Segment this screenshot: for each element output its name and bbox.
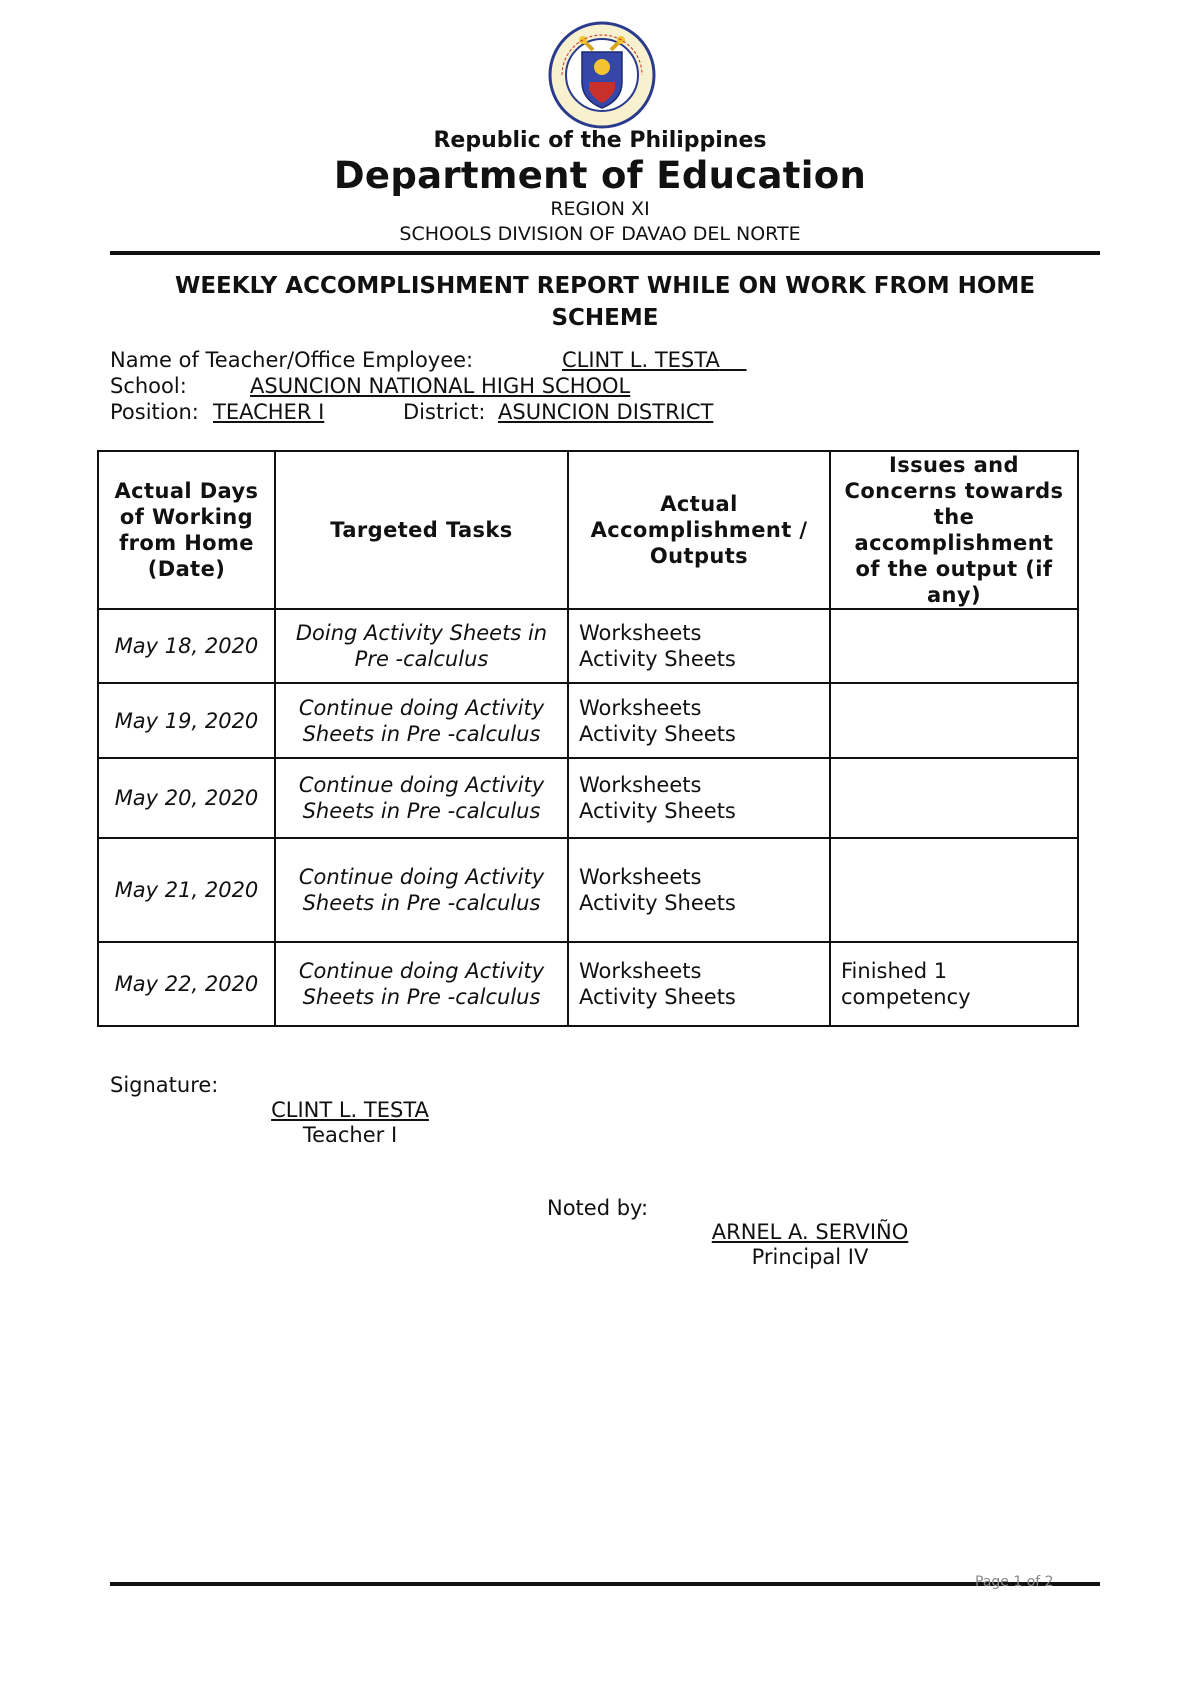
- header-task: Targeted Tasks: [275, 451, 568, 609]
- signatory-title: Teacher I: [302, 1123, 398, 1147]
- district-value: ASUNCION DISTRICT: [498, 400, 714, 424]
- row-output: Worksheets Activity Sheets: [568, 609, 830, 683]
- table-row: [98, 838, 1078, 942]
- row-output: Worksheets Activity Sheets: [568, 683, 830, 758]
- name-value: CLINT L. TESTA: [562, 348, 720, 372]
- row-output: Worksheets Activity Sheets: [568, 838, 830, 942]
- row-issue: [830, 838, 1078, 942]
- district-label: District:: [403, 400, 486, 424]
- signature-label: Signature:: [110, 1073, 219, 1097]
- header-date: Actual Days of Working from Home (Date): [98, 451, 275, 609]
- department-heading: Department of Education: [333, 154, 867, 197]
- table-row: [98, 942, 1078, 1026]
- table-row: [98, 683, 1078, 758]
- row-issue: Finished 1 competency: [830, 942, 1078, 1026]
- region-heading: REGION XI: [550, 198, 650, 220]
- row-issue: [830, 758, 1078, 838]
- row-task: Continue doing Activity Sheets in Pre -calculus: [275, 942, 568, 1026]
- table-row: [98, 758, 1078, 838]
- accomplishment-table: [97, 450, 1079, 1027]
- table-header-row: [98, 451, 1078, 609]
- report-title: [110, 270, 1100, 334]
- row-date: May 21, 2020: [98, 838, 275, 942]
- noted-by-label: Noted by:: [547, 1196, 649, 1220]
- school-value: ASUNCION NATIONAL HIGH SCHOOL: [250, 374, 631, 398]
- row-issue: [830, 683, 1078, 758]
- table-row: [98, 609, 1078, 683]
- row-date: May 22, 2020: [98, 942, 275, 1026]
- republic-heading: Republic of the Philippines: [433, 128, 767, 153]
- school-label: School:: [110, 374, 187, 398]
- row-task: Continue doing Activity Sheets in Pre -calculus: [275, 838, 568, 942]
- position-label: Position:: [110, 400, 199, 424]
- page-number: Page 1 of 2: [975, 1574, 1054, 1590]
- row-date: May 19, 2020: [98, 683, 275, 758]
- row-task: Doing Activity Sheets in Pre -calculus: [275, 609, 568, 683]
- noter-name: ARNEL A. SERVIÑO: [711, 1220, 909, 1244]
- row-issue: [830, 609, 1078, 683]
- footer-divider: [110, 1582, 1100, 1586]
- header-divider: [110, 251, 1100, 255]
- row-task: Continue doing Activity Sheets in Pre -calculus: [275, 683, 568, 758]
- deped-seal-logo: [547, 20, 657, 130]
- name-label: Name of Teacher/Office Employee:: [110, 348, 474, 372]
- row-date: May 20, 2020: [98, 758, 275, 838]
- row-date: May 18, 2020: [98, 609, 275, 683]
- header-output: Actual Accomplishment / Outputs: [568, 451, 830, 609]
- header-issues: Issues and Concerns towards the accomplishment of the output (if any): [830, 451, 1078, 609]
- signatory-name: CLINT L. TESTA: [271, 1098, 429, 1122]
- row-output: Worksheets Activity Sheets: [568, 758, 830, 838]
- position-value: TEACHER I: [213, 400, 325, 424]
- report-title-line2: SCHEME: [551, 305, 659, 331]
- row-output: Worksheets Activity Sheets: [568, 942, 830, 1026]
- report-title-line1: WEEKLY ACCOMPLISHMENT REPORT WHILE ON WORK FROM HOME: [174, 273, 1036, 299]
- division-heading: SCHOOLS DIVISION OF DAVAO DEL NORTE: [399, 223, 801, 245]
- row-task: Continue doing Activity Sheets in Pre -calculus: [275, 758, 568, 838]
- noter-title: Principal IV: [751, 1245, 869, 1269]
